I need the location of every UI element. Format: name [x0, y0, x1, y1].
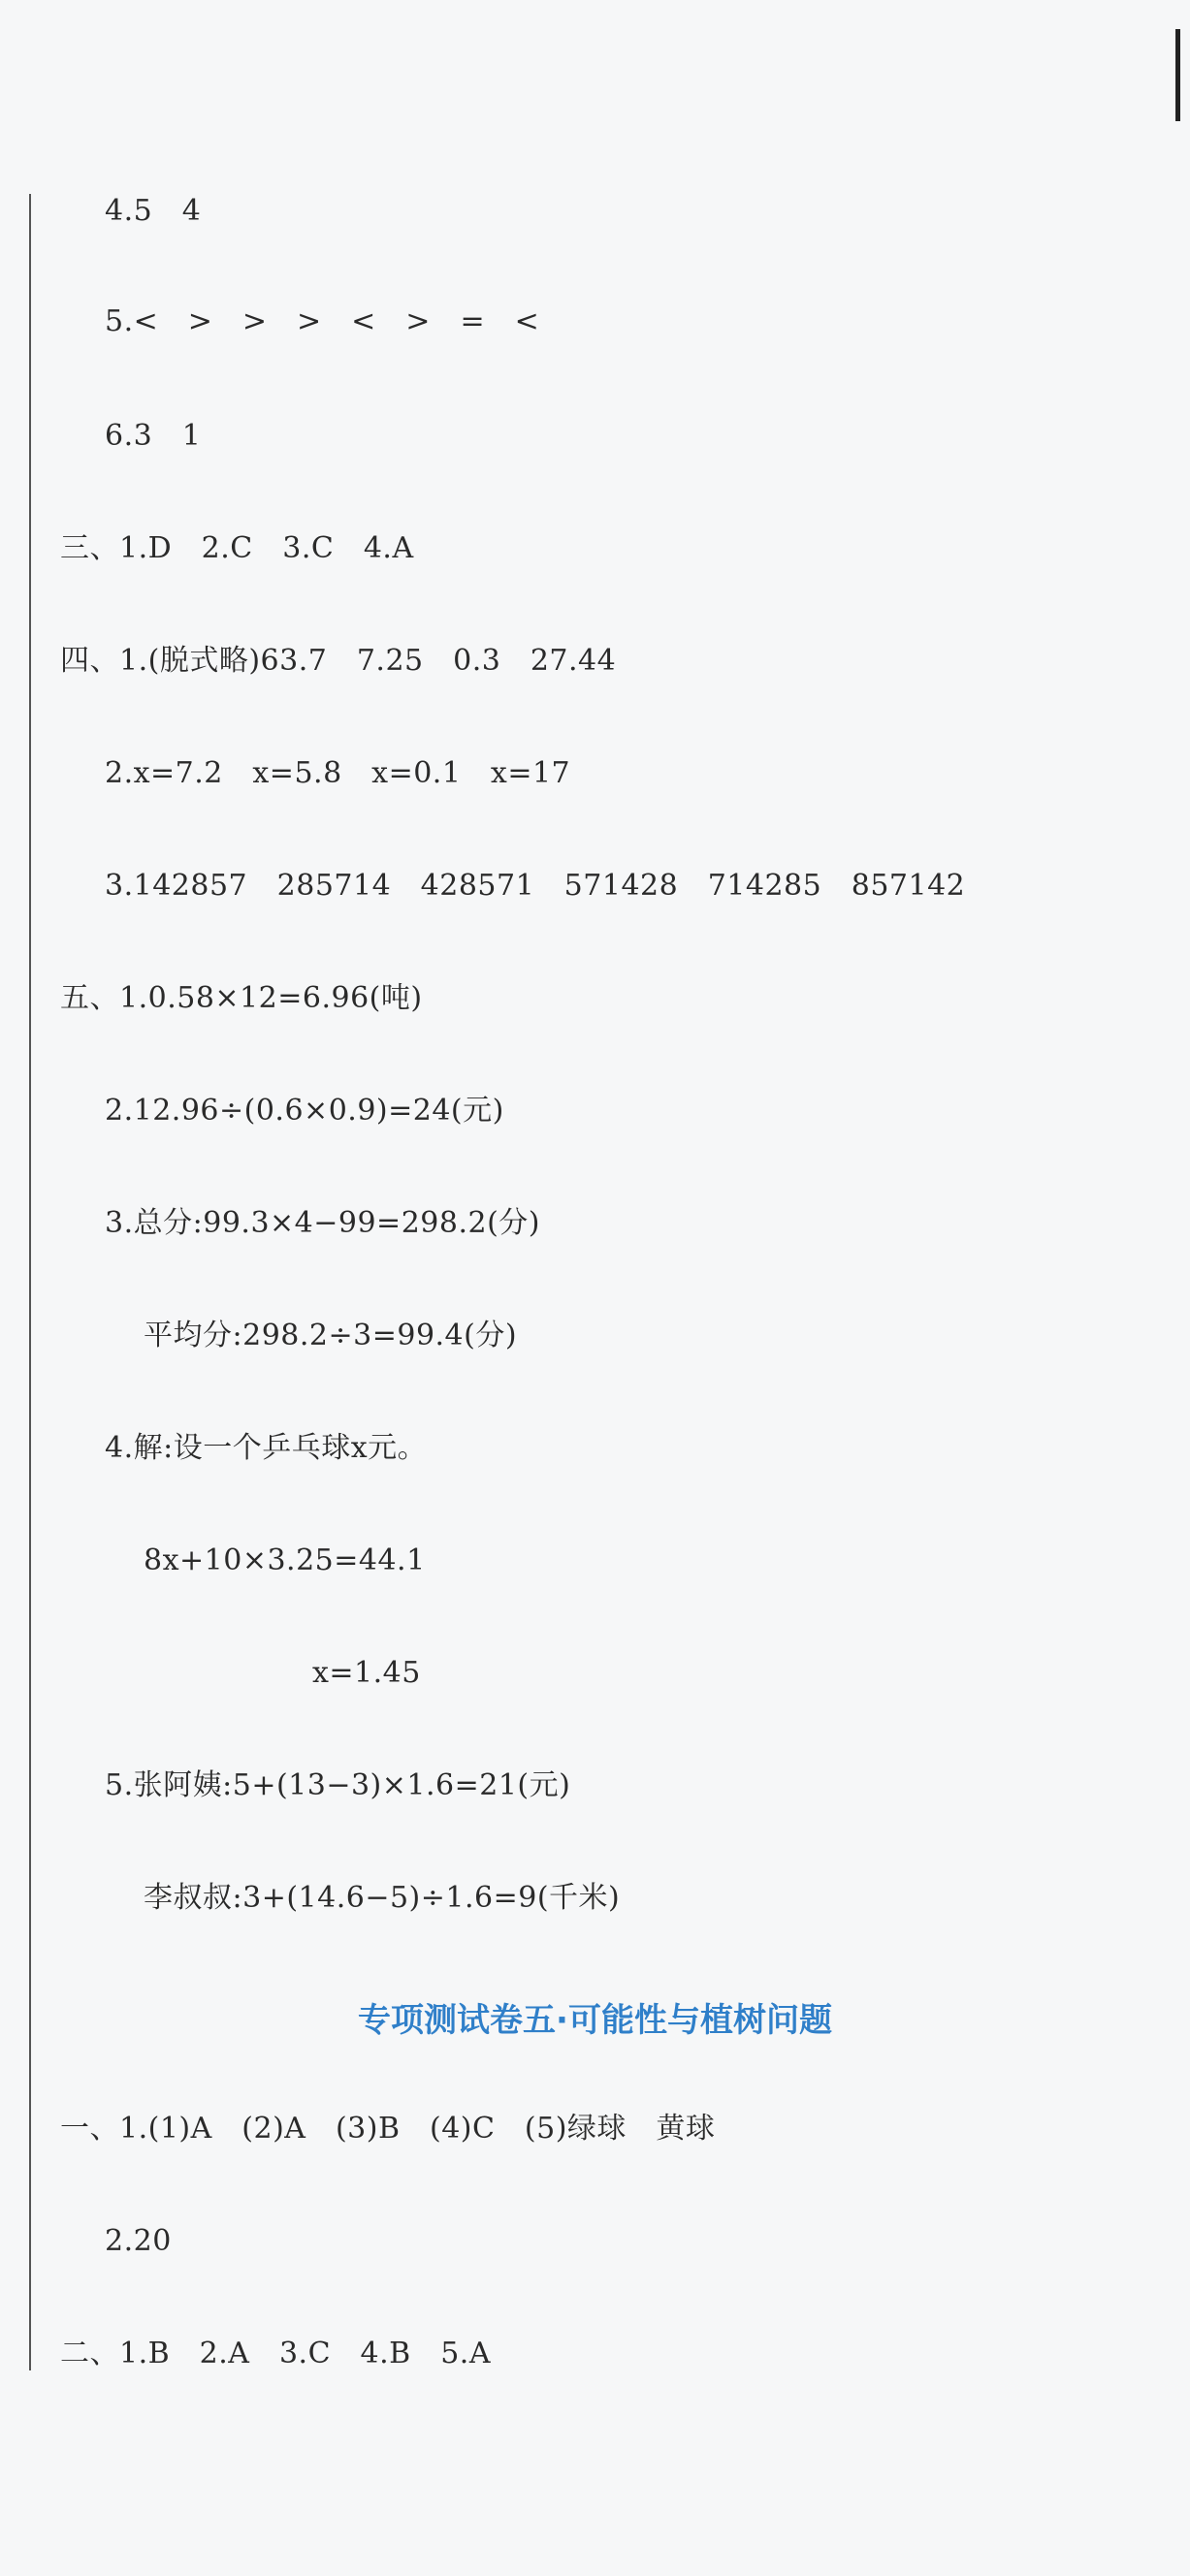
answer-line: x=1.45	[312, 1656, 421, 1690]
answer-line: 李叔叔:3+(14.6−5)÷1.6=9(千米)	[144, 1881, 621, 1915]
answer-line: 6.3 1	[105, 419, 202, 453]
answer-line: 4.5 4	[105, 194, 202, 228]
answer-line: 平均分:298.2÷3=99.4(分)	[144, 1319, 518, 1352]
answer-line: 5.< > > > < > = <	[105, 304, 540, 338]
answer-line: 5.张阿姨:5+(13−3)×1.6=21(元)	[105, 1768, 571, 1802]
answer-line: 一、1.(1)A (2)A (3)B (4)C (5)绿球 黄球	[60, 2112, 716, 2146]
answer-line: 2.x=7.2 x=5.8 x=0.1 x=17	[105, 756, 571, 790]
edge-mark	[1175, 29, 1180, 121]
answer-line: 8x+10×3.25=44.1	[144, 1543, 426, 1577]
answer-line: 五、1.0.58×12=6.96(吨)	[60, 981, 423, 1015]
answer-line: 2.12.96÷(0.6×0.9)=24(元)	[105, 1094, 504, 1128]
answer-line: 3.总分:99.3×4−99=298.2(分)	[105, 1206, 540, 1240]
answer-line: 3.142857 285714 428571 571428 714285 857142	[105, 869, 966, 903]
answer-line: 三、1.D 2.C 3.C 4.A	[60, 531, 414, 565]
margin-rule	[29, 194, 31, 2370]
answer-line: 4.解:设一个乒乓球x元。	[105, 1431, 428, 1465]
answer-line: 2.20	[105, 2224, 172, 2258]
section-title: 专项测试卷五·可能性与植树问题	[358, 2001, 832, 2040]
answer-line: 二、1.B 2.A 3.C 4.B 5.A	[60, 2337, 491, 2370]
answer-line: 四、1.(脱式略)63.7 7.25 0.3 27.44	[60, 644, 617, 678]
